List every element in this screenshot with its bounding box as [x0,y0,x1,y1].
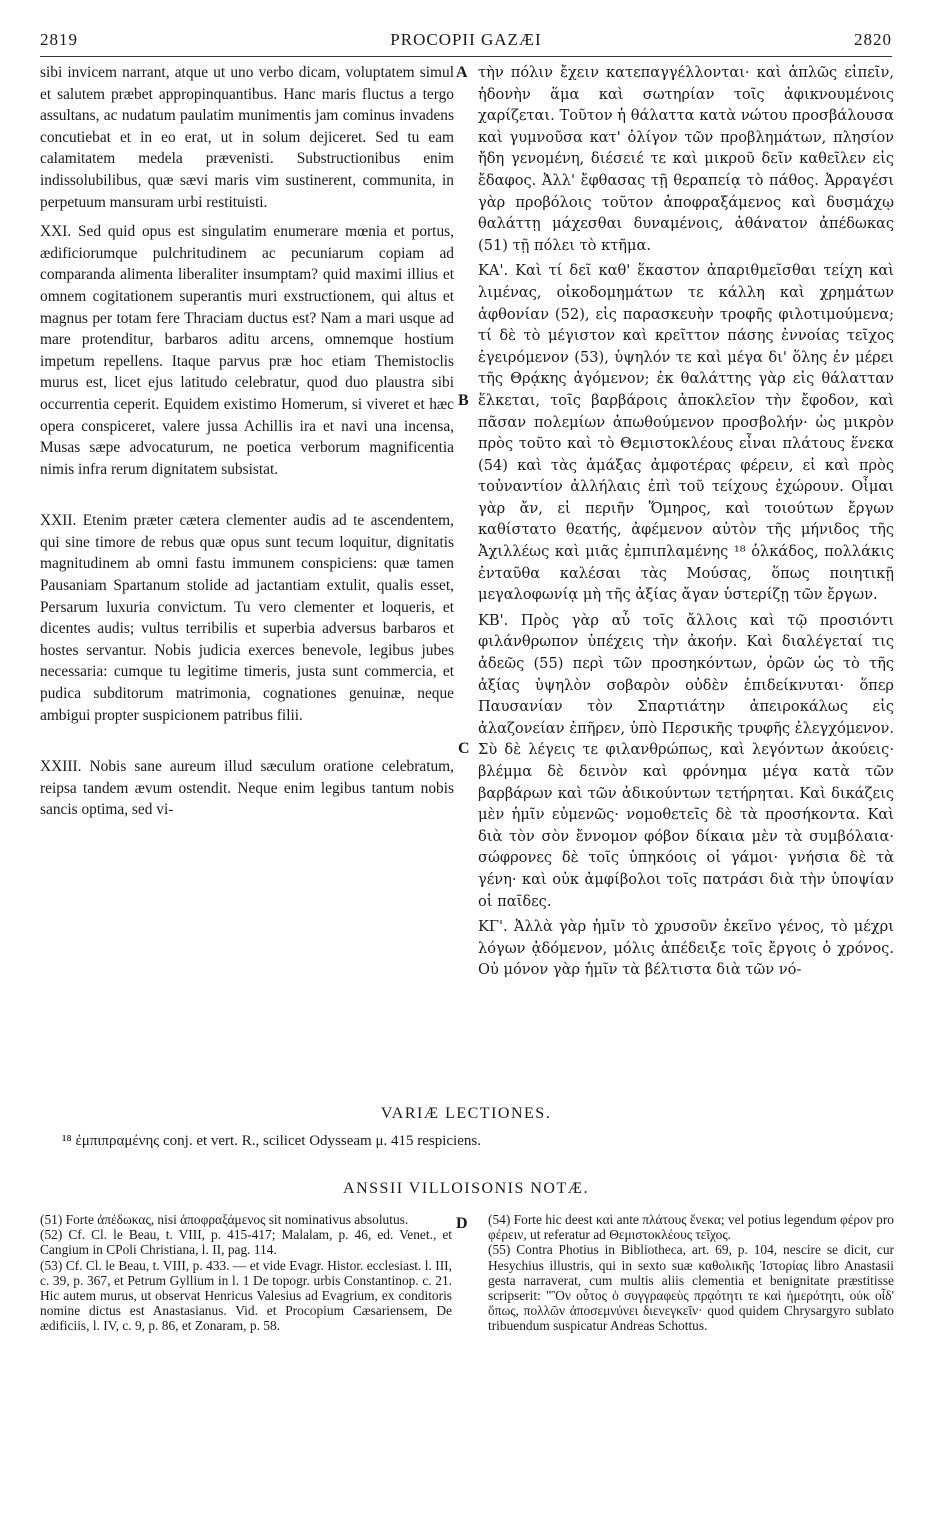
note-54: (54) Forte hic deest καὶ ante πλάτους ἕνεκα; vel potius legendum φέρον pro φέρειν, ut referatur ad Θεμιστοκλέους τεῖχος. [488,1212,894,1243]
notes-right-column [488,1212,894,1334]
notes-left-column [40,1212,452,1334]
greek-column [478,62,894,981]
note-53: (53) Cf. Cl. le Beau, t. VIII, p. 433. — et vide Evagr. Histor. ecclesiast. l. III, c. 39, p. 367, et Petrum Gyllium in l. 1 De topogr. urbis Constantinop. c. 21. Hic autem murus, ut observat Henricus Valesius ad Evagrium, ex conditoris nomine dictus est Anastasianus. Vid. et Procopium Cæsariensem, De ædificiis, l. IV, c. 9, p. 86, et Zonaram, p. 58. [40,1257,452,1334]
note-55: (55) Contra Photius in Bibliotheca, art. 69, p. 104, nescire se dicit, cur Hesychius illustris, qui in sexto suæ καθολικῆς Ἱστορίας libro Anastasii gesta narraverat, cum multis aliis clementia et benignitate præstitisse scripserit: "Ὃν οὗτος ὁ συγγραφεὺς πρᾳότητι τε καὶ ἡμερότητι, οὐκ οἶδ' ὅπως, πολλῶν ἀποσεμνύνει διενεγκεῖν· quod quidem Chrysargyro sublato tribuendum suspicatur Andreas Schottus. [488,1242,894,1334]
running-header [40,30,892,57]
variae-lectiones-title: VARIÆ LECTIONES. [380,1105,552,1122]
margin-letter-d: D [456,1215,468,1232]
greek-paragraph-kg: ΚΓ'. Ἀλλὰ γὰρ ἡμῖν τὸ χρυσοῦν ἐκεῖνο γένος, τὸ μέχρι λόγων ᾀδόμενον, μόλις ἀπέδειξε τοῖς ἔργοις ὁ χρόνος. Οὐ μόνον γὰρ ἡμῖν τὰ βέλτιστα διὰ τῶν νό- [478,918,894,979]
latin-paragraph-opening: sibi invicem narrant, atque ut uno verbo dicam, voluptatem simul et salutem præbet appropinquantibus. Hanc maris fluctus a tergo assultans, ac nudatum paulatim munimentis jam cominus invadens concutiebat et in eo erat, ut in solum dejiceret. Sed tu eam calamitatem medela prævenisti. Substructionibus enim indissolubilibus, quæ sævi maris vim sustinerent, communita, in perpetuum mansuram urbi restituisti. [40,64,454,211]
greek-paragraph-opening: τὴν πόλιν ἔχειν κατεπαγγέλλονται· καὶ ἁπλῶς εἰπεῖν, ἡδονὴν ἅμα καὶ σωτηρίαν τοῖς ἀφικνουμένοις χαρίζεται. Τοῦτον ἡ θάλαττα κατὰ νώτου προσβάλουσα καὶ γυμνοῦσα κατ' ὀλίγον τῶν προβλημάτων, πλησίον ἤδη γενομένη, διέσειέ τε καὶ μικροῦ δεῖν καθεῖλεν εἰς ἔδαφος. Ἀλλ' ἔφθασας τῇ θεραπείᾳ τὸ πάθος. Ἀρραγέσι γὰρ προβόλοις τοῦτον ἀποφραξάμενος καὶ δυσμάχῳ θαλάττῃ μάχεσθαι δυναμένοις, ἀθάνατον ἀπέδωκας (51) τῇ πόλει τὸ κτῆμα. [478,64,894,254]
notae-title: ANSSII VILLOISONIS NOTÆ. [343,1180,589,1197]
running-title: PROCOPII GAZÆI [390,30,542,49]
page-number-right: 2820 [854,30,892,49]
latin-paragraph-xxiii: XXIII. Nobis sane aureum illud sæculum oratione celebratum, reipsa tandem ævum ostendit. Neque enim legibus tantum nobis sancis optima, sed vi- [40,758,454,819]
page-number-left: 2819 [40,30,78,49]
variae-lectiones-text: ¹⁸ ἐμπιπραμένης conj. et vert. R., scilicet Odysseam μ. 415 respiciens. [62,1133,481,1149]
margin-letter-c: C [458,740,470,757]
margin-letter-b: B [458,392,469,409]
greek-paragraph-ka: ΚΑ'. Καὶ τί δεῖ καθ' ἕκαστον ἀπαριθμεῖσθαι τείχη καὶ λιμένας, οἰκοδομημάτων τε κάλλη καὶ χρημάτων ἀφθονίαν (52), εἰς παρασκευὴν τροφῆς φιλοτιμούμενα; τί δὲ τὸ μέγιστον καὶ κρεῖττον πάσης ἐννοίας τεῖχος ἐγειρόμενον (53), ὑψηλόν τε καὶ μέγα δι' ὅλης ἐν μέρει τῆς Θρᾴκης ἀγόμενον; ἐκ θαλάττης γὰρ εἰς θάλατταν ἕλκεται, τοῖς βαρβάροις ἀποκλεῖον τὴν ἔφοδον, καὶ πᾶσαν πολεμίων ἀπωθούμενον προσβολήν· ὡς μικρὸν πρὸς τοῦτο καὶ τὸ Θεμιστοκλέους εἶναι πλάτους ἕνεκα (54) καὶ τὰς ἁμάξας ἀμφοτέρας φέρειν, εἰ καὶ πρὸς τοὐναντίον ἀλλήλαις ἐπὶ τοῦ τείχους ἐχώρουν. Οἶμαι γὰρ ἄν, εἰ περιῆν Ὅμηρος, καὶ τοιούτων ἔργων καθίστατο θεατής, ἀφέμενον αὐτὸν τῆς μήνιδος τῆς Ἀχιλλέως καὶ μιᾶς ἐμπιπλαμένης ¹⁸ ὁλκάδος, πολλάκις ἐνταῦθα καλέσαι τὰς Μούσας, ὅπως ποιητικῇ μεγαλοφωνίᾳ μὴ τῆς ἀξίας ἄγαν ὑστερίζῃ τῶν ἔργων. [478,262,894,604]
margin-letter-a: A [456,64,468,81]
latin-paragraph-xxii: XXII. Etenim præter cætera clementer audis ad te ascendentem, qui sine timore de rebus quæ opus sunt tecum loquitur, dignitatis magnitudinem ab omni fastu immunem conspiciens: quæ tamen Pausaniam Spartanum stolide ad jactantiam extulit, qualis esset, Persarum luxuria convictum. Tu vero clementer et loqueris, et dicentes audis; vultus terribilis et superbia adversus barbaros et hostes servantur. Nobis judicia exerces benevole, legibus jubes necessaria: cumque tu legitime timeris, justa sunt commercia, et pudica subditorum matrimonia, cognationes genuinæ, neque ambigui propter suspicionem patribus filii. [40,512,454,724]
note-51: (51) Forte ἀπέδωκας, nisi ἀποφραξάμενος sit nominativus absolutus. [40,1212,409,1227]
latin-column [40,62,454,821]
greek-paragraph-kb: ΚΒ'. Πρὸς γὰρ αὖ τοῖς ἄλλοις καὶ τῷ προσιόντι φιλάνθρωπον ὑπέχεις τὴν ἀκοήν. Καὶ διαλέγεταί τις ἀδεῶς (55) περὶ τῶν προσηκόντων, ὁρῶν ὡς τὸ τῆς ἀξίας ὑψηλὸν σοβαρὸν οὐδὲν ἐπιδείκνυται· ὅπερ Παυσανίαν τὸν Σπαρτιάτην ἀπειροκάλως εἰς ἀλαζονείαν ἐπῆρεν, ὑπὸ Περσικῆς τρυφῆς ἐλεγχόμενον. Σὺ δὲ λέγεις τε φιλανθρώπως, καὶ λεγόντων ἀκούεις· βλέμμα δὲ δεινὸν καὶ φρόνημα μέγα κατὰ τῶν βαρβάρων καὶ τῶν ἀδικούντων τετήρηται. Καὶ δικάζεις μὲν ἡμῖν εὐμενῶς· νομοθετεῖς δὲ τὰ προσήκοντα. Καὶ διὰ τὸν σὸν ἔννομον φόβον δίκαια μὲν τὰ συμβόλαια· σώφρονες δὲ τοῖς ὑπηκόοις οἱ γάμοι· γνήσια δὲ τὰ γένη· καὶ οὐκ ἀμφίβολοι τοῖς πατράσι διὰ τὴν ὑποψίαν οἱ παῖδες. [478,611,894,910]
latin-paragraph-xxi: XXI. Sed quid opus est singulatim enumerare mœnia et portus, ædificiorumque pulchritudinem ac pecuniarum copiam ad comparanda alimenta liberaliter insumptam? quid maximi illius et omnem cogitationem superantis muri exstructionem, qui altus et magnus per totam fere Thraciam ductus est? Nam a mari usque ad mare protenditur, barbaros aditu arcens, omnemque hostium impetum repellens. Itaque parvus præ hoc etiam Themistoclis murus est, licet ejus latitudo celebratur, quod duo plaustra sibi occurrentia ceperit. Equidem existimo Homerum, si viveret et hæc opera conspiceret, valere jussa Achillis ira et navi una incensa, Musas sæpe advocaturum, ne poetica verborum magnificentia nimis infra rerum dignitatem subsistat. [40,223,454,478]
note-52: (52) Cf. Cl. le Beau, t. VIII, p. 415-417; Malalam, p. 46, ed. Venet., et Cangium in CPoli Christiana, l. II, pag. 114. [40,1227,452,1258]
